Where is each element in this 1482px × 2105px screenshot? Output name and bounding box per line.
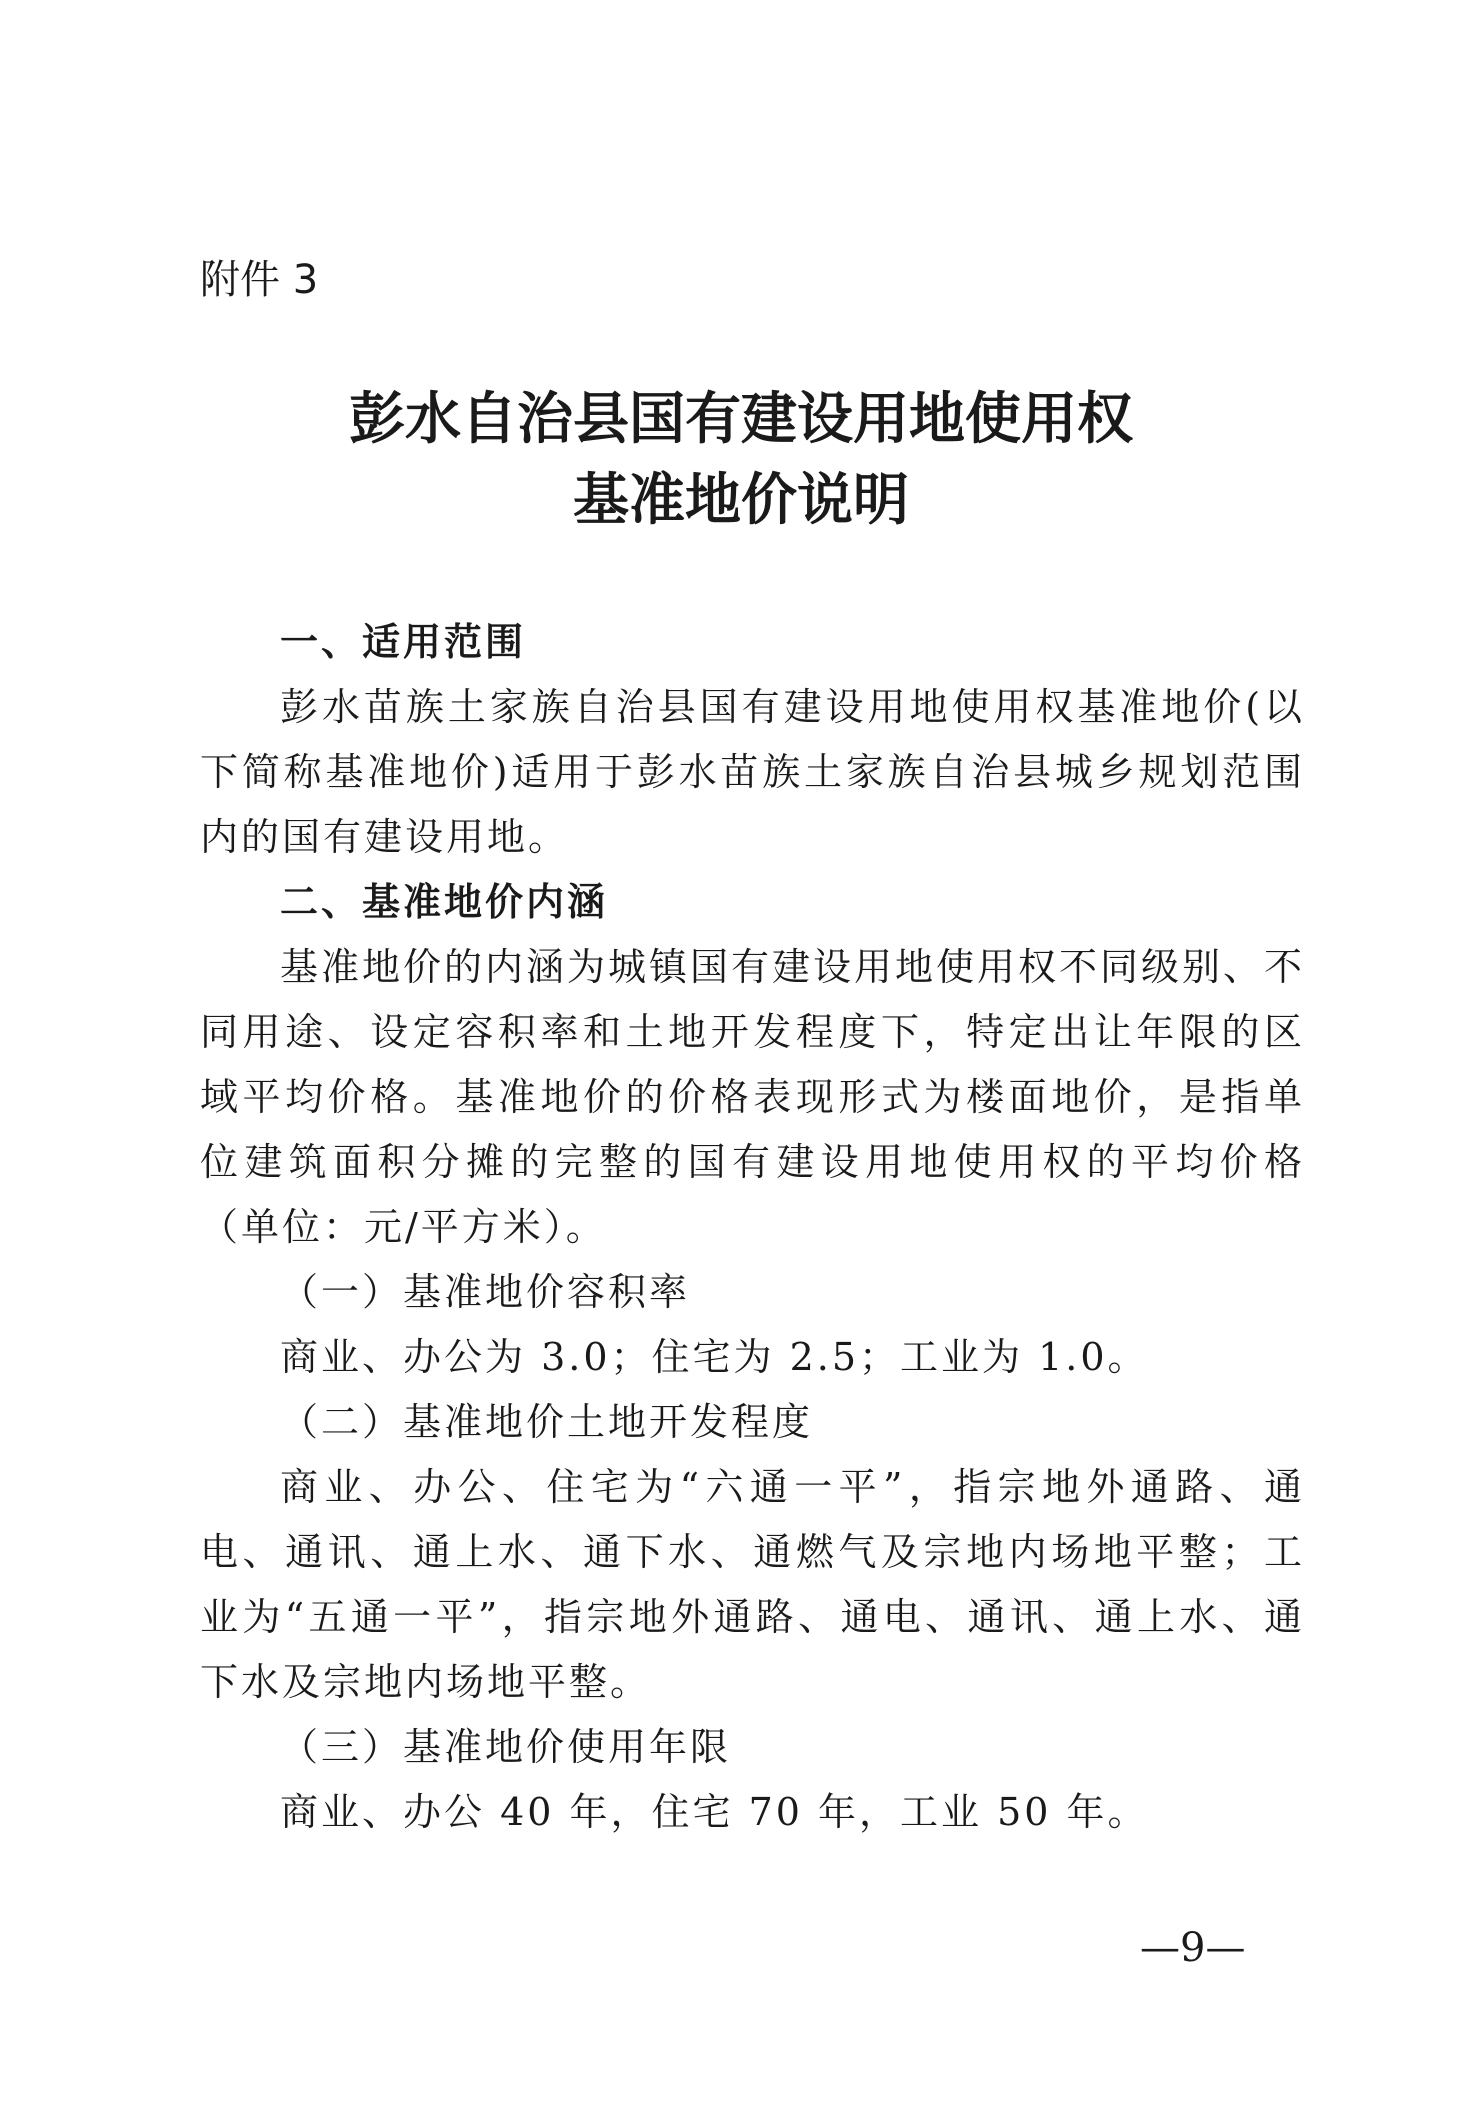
document-body	[200, 610, 1305, 1845]
subsection-heading-term-of-use: （三）基准地价使用年限	[280, 1725, 732, 1769]
subsection-paragraph-term-of-use: 商业、办公 40 年，住宅 70 年，工业 50 年。	[280, 1790, 1149, 1834]
section-paragraph-scope: 彭水苗族土家族自治县国有建设用地使用权基准地价(以下简称基准地价)适用于彭水苗族土家族自治县城乡规划范围内的国有建设用地。	[200, 685, 1305, 859]
document-title-line-1: 彭水自治县国有建设用地使用权	[349, 387, 1133, 452]
page-number: —9—	[1140, 1925, 1246, 1971]
subsection-heading-development-degree: （二）基准地价土地开发程度	[280, 1400, 814, 1444]
subsection-paragraph-plot-ratio: 商业、办公为 3.0；住宅为 2.5；工业为 1.0。	[280, 1335, 1149, 1379]
subsection-paragraph-development-degree: 商业、办公、住宅为“六通一平”，指宗地外通路、通电、通讯、通上水、通下水、通燃气及宗地内场地平整；工业为“五通一平”，指宗地外通路、通电、通讯、通上水、通下水及宗地内场地平整。	[200, 1465, 1305, 1704]
subsection-heading-plot-ratio: （一）基准地价容积率	[280, 1270, 691, 1314]
document-title-line-2: 基准地价说明	[573, 468, 909, 533]
section-heading-scope: 一、适用范围	[280, 620, 527, 664]
attachment-label: 附件 3	[200, 257, 319, 303]
section-paragraph-connotation: 基准地价的内涵为城镇国有建设用地使用权不同级别、不同用途、设定容积率和土地开发程度下，特定出让年限的区域平均价格。基准地价的价格表现形式为楼面地价，是指单位建筑面积分摊的完整的国有建设用地使用权的平均价格（单位：元/平方米）。	[200, 945, 1306, 1249]
section-heading-connotation: 二、基准地价内涵	[280, 880, 609, 924]
